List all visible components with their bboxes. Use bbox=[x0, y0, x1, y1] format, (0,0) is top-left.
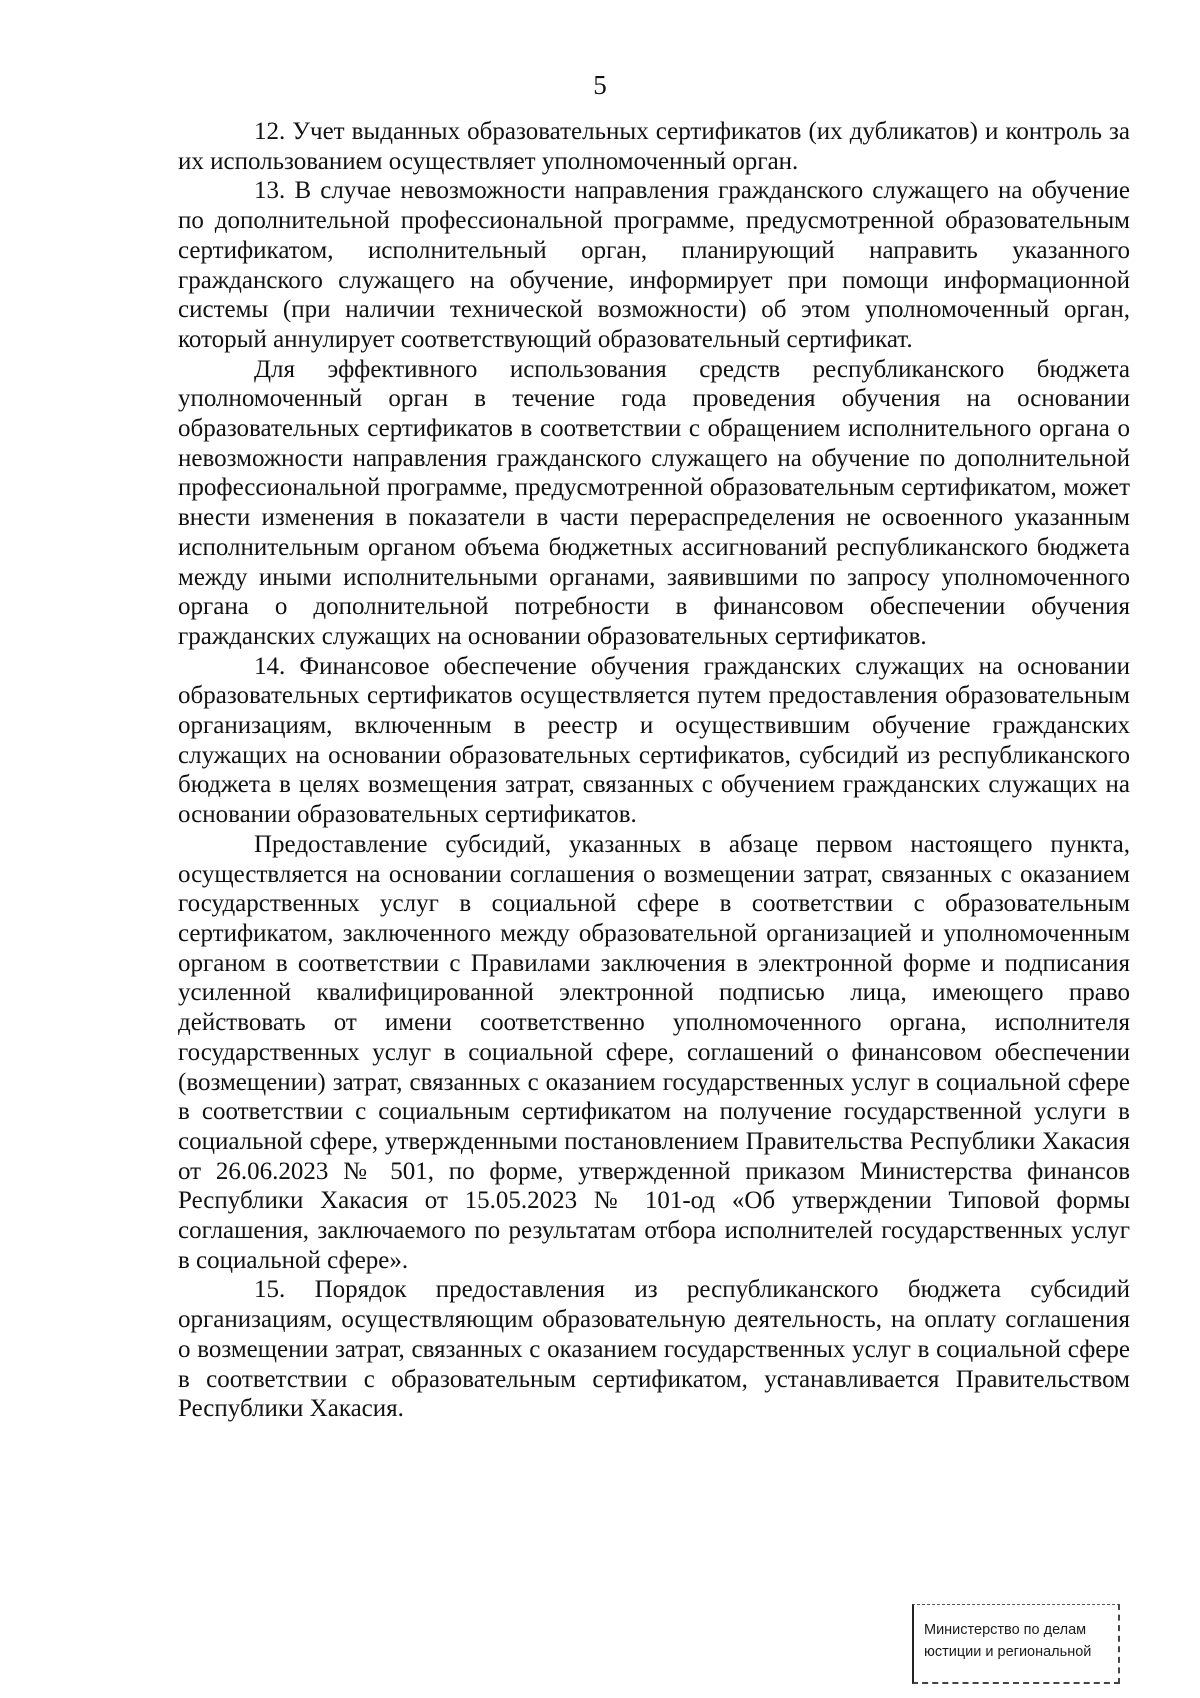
paragraph-item-13: 13. В случае невозможности направления гражданского служащего на обучение по дополнительной профессиональной программе, предусмотренной образовательным сертификатом, исполнительный орган, планирующий направить указанного гражданского служащего на обучение, информирует при помощи информационной системы (при наличии технической возможности) об этом уполномоченный орган, который аннулирует соответствующий образовательный сертификат. bbox=[178, 177, 1130, 353]
document-body bbox=[178, 117, 1130, 1424]
page-number: 5 bbox=[593, 70, 607, 100]
paragraph-item-12: 12. Учет выданных образовательных сертификатов (их дубликатов) и контроль за их использованием осуществляет уполномоченный орган. bbox=[178, 118, 1130, 175]
ministry-stamp bbox=[912, 1604, 1120, 1684]
paragraph-item-14: 14. Финансовое обеспечение обучения гражданских служащих на основании образовательных сертификатов осуществляется путем предоставления образовательным организациям, включенным в реестр и осуществившим обучение гражданских служащих на основании образовательных сертификатов, субсидий из республиканского бюджета в целях возмещения затрат, связанных с обучением гражданских служащих на основании образовательных сертификатов. bbox=[178, 652, 1130, 829]
stamp-line-1: Министерство по делам bbox=[924, 1622, 1087, 1638]
stamp-line-2: юстиции и региональной bbox=[924, 1644, 1092, 1660]
paragraph-subsidy-agreement: Предоставление субсидий, указанных в абзаце первом настоящего пункта, осуществляется на основании соглашения о возмещении затрат, связанных с оказанием государственных услуг в социальной сфере в соответствии с образовательным сертификатом, заключенного между образовательной организацией и уполномоченным органом в соответствии с Правилами заключения в электронной форме и подписания усиленной квалифицированной электронной подписью лица, имеющего право действовать от имени соответственно уполномоченного органа, исполнителя государственных услуг в социальной сфере, соглашений о финансовом обеспечении (возмещении) затрат, связанных с оказанием государственных услуг в социальной сфере в соответствии с социальным сертификатом на получение государственной услуги в социальной сфере, утвержденными постановлением Правительства Республики Хакасия от 26.06.2023 № 501, по форме, утвержденной приказом Министерства финансов Республики Хакасия от 15.05.2023 № 101-од «Об утверждении Типовой формы соглашения, заключаемого по результатам отбора исполнителей государственных услуг в социальной сфере». bbox=[178, 830, 1130, 1274]
paragraph-item-15: 15. Порядок предоставления из республиканского бюджета субсидий организациям, осуществляющим образовательную деятельность, на оплату соглашения о возмещении затрат, связанных с оказанием государственных услуг в социальной сфере в соответствии с образовательным сертификатом, устанавливается Правительством Республики Хакасия. bbox=[178, 1276, 1130, 1423]
paragraph-budget-redistribution: Для эффективного использования средств республиканского бюджета уполномоченный орган в течение года проведения обучения на основании образовательных сертификатов в соответствии с обращением исполнительного органа о невозможности направления гражданского служащего на обучение по дополнительной профессиональной программе, предусмотренной образовательным сертификатом, может внести изменения в показатели в части перераспределения не освоенного указанным исполнительным органом объема бюджетных ассигнований республиканского бюджета между иными исполнительными органами, заявившими по запросу уполномоченного органа о дополнительной потребности в финансовом обеспечении обучения гражданских служащих на основании образовательных сертификатов. bbox=[178, 355, 1130, 650]
